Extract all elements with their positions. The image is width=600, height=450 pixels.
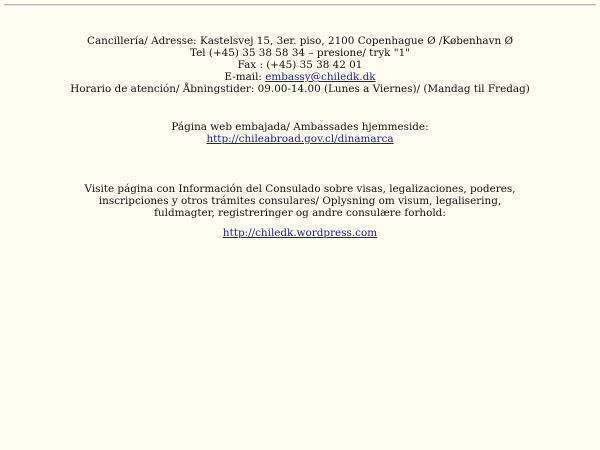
consular-text-line-2: inscripciones y otros trámites consulares/ Oplysning om visum, legalisering, — [98, 195, 502, 207]
phone-text: Tel (+45) 35 38 58 34 – presione/ tryk "1" — [190, 47, 410, 59]
horizontal-rule — [4, 4, 596, 6]
consular-text-line-1: Visite página con Información del Consulado sobre visas, legalizaciones, poderes, — [84, 183, 516, 195]
embassy-website — [0, 121, 600, 145]
email-line — [0, 71, 600, 83]
embassy-website-link[interactable]: http://chileabroad.gov.cl/dinamarca — [206, 133, 394, 145]
opening-hours-text: Horario de atención/ Åbningstider: 09.00-14.00 (Lunes a Viernes)/ (Mandag til Fredag) — [70, 83, 530, 95]
website-label: Página web embajada/ Ambassades hjemmeside: — [171, 121, 429, 133]
consular-text-line-3: fuldmagter, registreringer og andre consulære forhold: — [154, 207, 446, 219]
address-text: Cancillería/ Adresse: Kastelsvej 15, 3er. piso, 2100 Copenhague Ø /København Ø — [87, 35, 513, 47]
consular-website-link[interactable]: http://chiledk.wordpress.com — [222, 227, 378, 239]
fax-text: Fax : (+45) 35 38 42 01 — [237, 59, 363, 71]
contact-info — [0, 35, 600, 95]
email-label: E-mail: — [224, 71, 262, 83]
email-link[interactable]: embassy@chiledk.dk — [265, 71, 376, 83]
consular-info — [0, 183, 600, 219]
consular-link-block — [0, 227, 600, 239]
